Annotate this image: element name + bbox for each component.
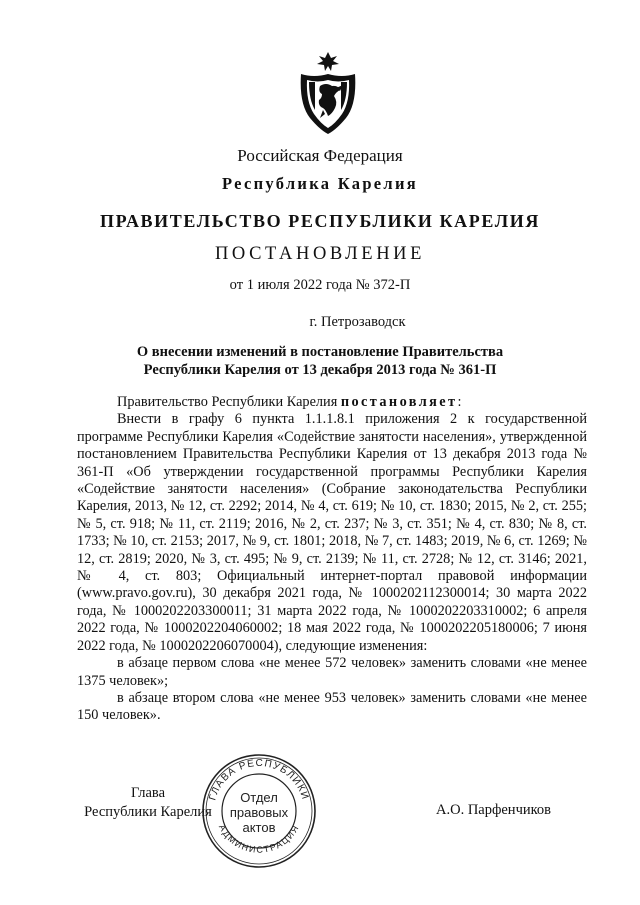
stamp-ring-text-bottom: АДМИНИСТРАЦИЯ (216, 822, 302, 855)
intro-paragraph (77, 394, 587, 411)
signatory-position-line-1: Глава (130, 785, 166, 801)
country-name: Российская Федерация (237, 146, 403, 165)
body-paragraph-3: в абзаце втором слова «не менее 953 человек» заменить словами «не менее 150 человек». (77, 689, 587, 724)
stamp-line-2: правовых (229, 805, 289, 820)
signatory-position-line-2: Республики Карелия (84, 804, 212, 820)
republic-name: Республика Карелия (221, 174, 419, 193)
document-city: г. Петрозаводск (309, 314, 406, 330)
government-name: ПРАВИТЕЛЬСТВО РЕСПУБЛИКИ КАРЕЛИЯ (100, 211, 540, 231)
legal-department-stamp (200, 752, 318, 870)
body-paragraph-2: в абзаце первом слова «не менее 572 человек» заменить словами «не менее 1375 человек»; (77, 655, 587, 689)
intro-prefix: Правительство Республики Карелия (117, 394, 341, 410)
document-title-line-2: Республики Карелия от 13 декабря 2013 года № 361-П (143, 362, 497, 378)
signatory-name: А.О. Парфенчиков (436, 802, 552, 818)
document-type: ПОСТАНОВЛЕНИЕ (214, 244, 426, 264)
document-title-line-1: О внесении изменений в постановление Правительства (136, 344, 504, 360)
stamp-ring-text: ГЛАВА РЕСПУБЛИКИ (207, 757, 311, 802)
document-date-number: от 1 июля 2022 года № 372-П (229, 277, 411, 293)
document-body (77, 394, 587, 725)
intro-suffix: : (457, 394, 462, 410)
body-paragraph-1: Внести в графу 6 пункта 1.1.1.8.1 приложения 2 к государственной программе Республики Карелия «Содействие занятости населения», утвержденной постановлением Правительства Республики Карелия от 13 декабря 2013 года № 361-П «Об утверждении государственной программы Республики Карелия «Содействие занятости населения» (Собрание законодательства Республики Карелия, 2013, № 12, ст. 2292; 2014, № 4, ст. 619; № 10, ст. 1830; 2015, № 2, ст. 255; № 5, ст. 918; № 11, ст. 2119; 2016, № 2, ст. 237; № 3, ст. 351; № 4, ст. 830; № 8, ст. 1733; № 10, ст. 2153; 2017, № 9, ст. 1801; 2018, № 7, ст. 1483; 2019, № 6, ст. 1269; № 12, ст. 2819; 2020, № 3, ст. 495; № 9, ст. 2139; № 11, ст. 2728; № 12, ст. 3146; 2021, № 4, ст. 803; Официальный интернет-портал правовой информации (www.pravo.gov.ru), 30 декабря 2021 года, № 1000202112300014; 30 марта 2022 года, № 1000202203300011; 31 марта 2022 года, № 1000202203310002; 6 апреля 2022 года, № 1000202204060002; 18 мая 2022 года, № 1000202205180006; 7 июня 2022 года, № 1000202206070004), следующие изменения: (77, 411, 587, 654)
stamp-line-3: актов (242, 820, 276, 835)
intro-verb: постановляет (340, 394, 458, 410)
signatory-position (78, 784, 218, 822)
karelia-coat-of-arms-icon (298, 52, 358, 136)
stamp-line-1: Отдел (240, 790, 278, 805)
